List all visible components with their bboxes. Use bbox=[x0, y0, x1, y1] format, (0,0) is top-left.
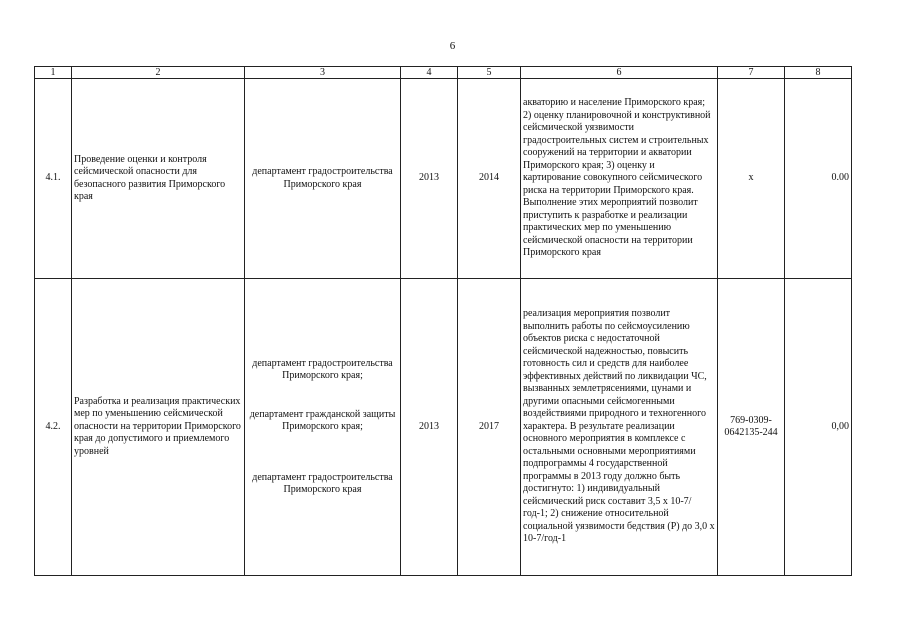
row-number: 4.2. bbox=[35, 279, 72, 576]
header-cell-7: 7 bbox=[718, 67, 785, 79]
start-year: 2013 bbox=[401, 279, 458, 576]
responsible-department: департамент градостроительства Приморского края bbox=[252, 471, 393, 495]
funding-amount: 0,00 bbox=[785, 279, 852, 576]
header-cell-8: 8 bbox=[785, 67, 852, 79]
header-cell-5: 5 bbox=[458, 67, 521, 79]
responsible-department: департамент градостроительства Приморского края bbox=[252, 166, 393, 190]
responsible-executor bbox=[245, 79, 401, 279]
header-cell-3: 3 bbox=[245, 67, 401, 79]
end-year: 2014 bbox=[458, 79, 521, 279]
activity-name: Разработка и реализация практических мер по уменьшению сейсмической опасности на территории Приморского края до допустимого и приемлемого уровней bbox=[72, 279, 245, 576]
responsible-department: департамент гражданской защиты Приморского края; bbox=[249, 408, 396, 432]
end-year: 2017 bbox=[458, 279, 521, 576]
header-cell-2: 2 bbox=[72, 67, 245, 79]
funding-amount: 0.00 bbox=[785, 79, 852, 279]
activity-name: Проведение оценки и контроля сейсмической опасности для безопасного развития Приморского края bbox=[72, 79, 245, 279]
responsible-executor bbox=[245, 279, 401, 576]
start-year: 2013 bbox=[401, 79, 458, 279]
row-number: 4.1. bbox=[35, 79, 72, 279]
expected-result: реализация мероприятия позволит выполнить работы по сейсмоусилению объектов риска с недостаточной сейсмической надежностью, повысить готовность сил и средств для наиболее эффективных действий по ликвидации ЧС, вызванных землетрясениями, цунами и другими опасными сейсмогенными воздействиями природного и техногенного характера. В результате реализации основного мероприятия в комплексе с остальными основными мероприятиями подпрограммы 4 государственной программы в 2013 году должно быть достигнуто: 1) индивидуальный сейсмический риск составит 3,5 х 10-7/год-1; 2) снижение относительной социальной уязвимости бедствия (Р) до 3,0 х 10-7/год-1 bbox=[521, 279, 718, 576]
table-row bbox=[35, 279, 852, 576]
responsible-department: департамент градостроительства Приморского края; bbox=[252, 357, 393, 381]
header-cell-1: 1 bbox=[35, 67, 72, 79]
page-number: 6 bbox=[449, 40, 456, 52]
expected-result: акваторию и население Приморского края; 2) оценку планировочной и конструктивной сейсмической уязвимости градостроительных систем и строительных сооружений на территории и акватории Приморского края; 3) оценку и картирование совокупного сейсмического риска на территории Приморского края. Выполнение этих мероприятий позволит приступить к разработке и реализации практических мер по уменьшению сейсмической опасности на территории Приморского края bbox=[521, 79, 718, 279]
budget-code: 769-0309-0642135-244 bbox=[718, 279, 785, 576]
budget-code: х bbox=[718, 79, 785, 279]
table-row bbox=[35, 79, 852, 279]
header-cell-6: 6 bbox=[521, 67, 718, 79]
header-cell-4: 4 bbox=[401, 67, 458, 79]
header-row bbox=[35, 67, 852, 79]
program-table bbox=[34, 66, 852, 576]
